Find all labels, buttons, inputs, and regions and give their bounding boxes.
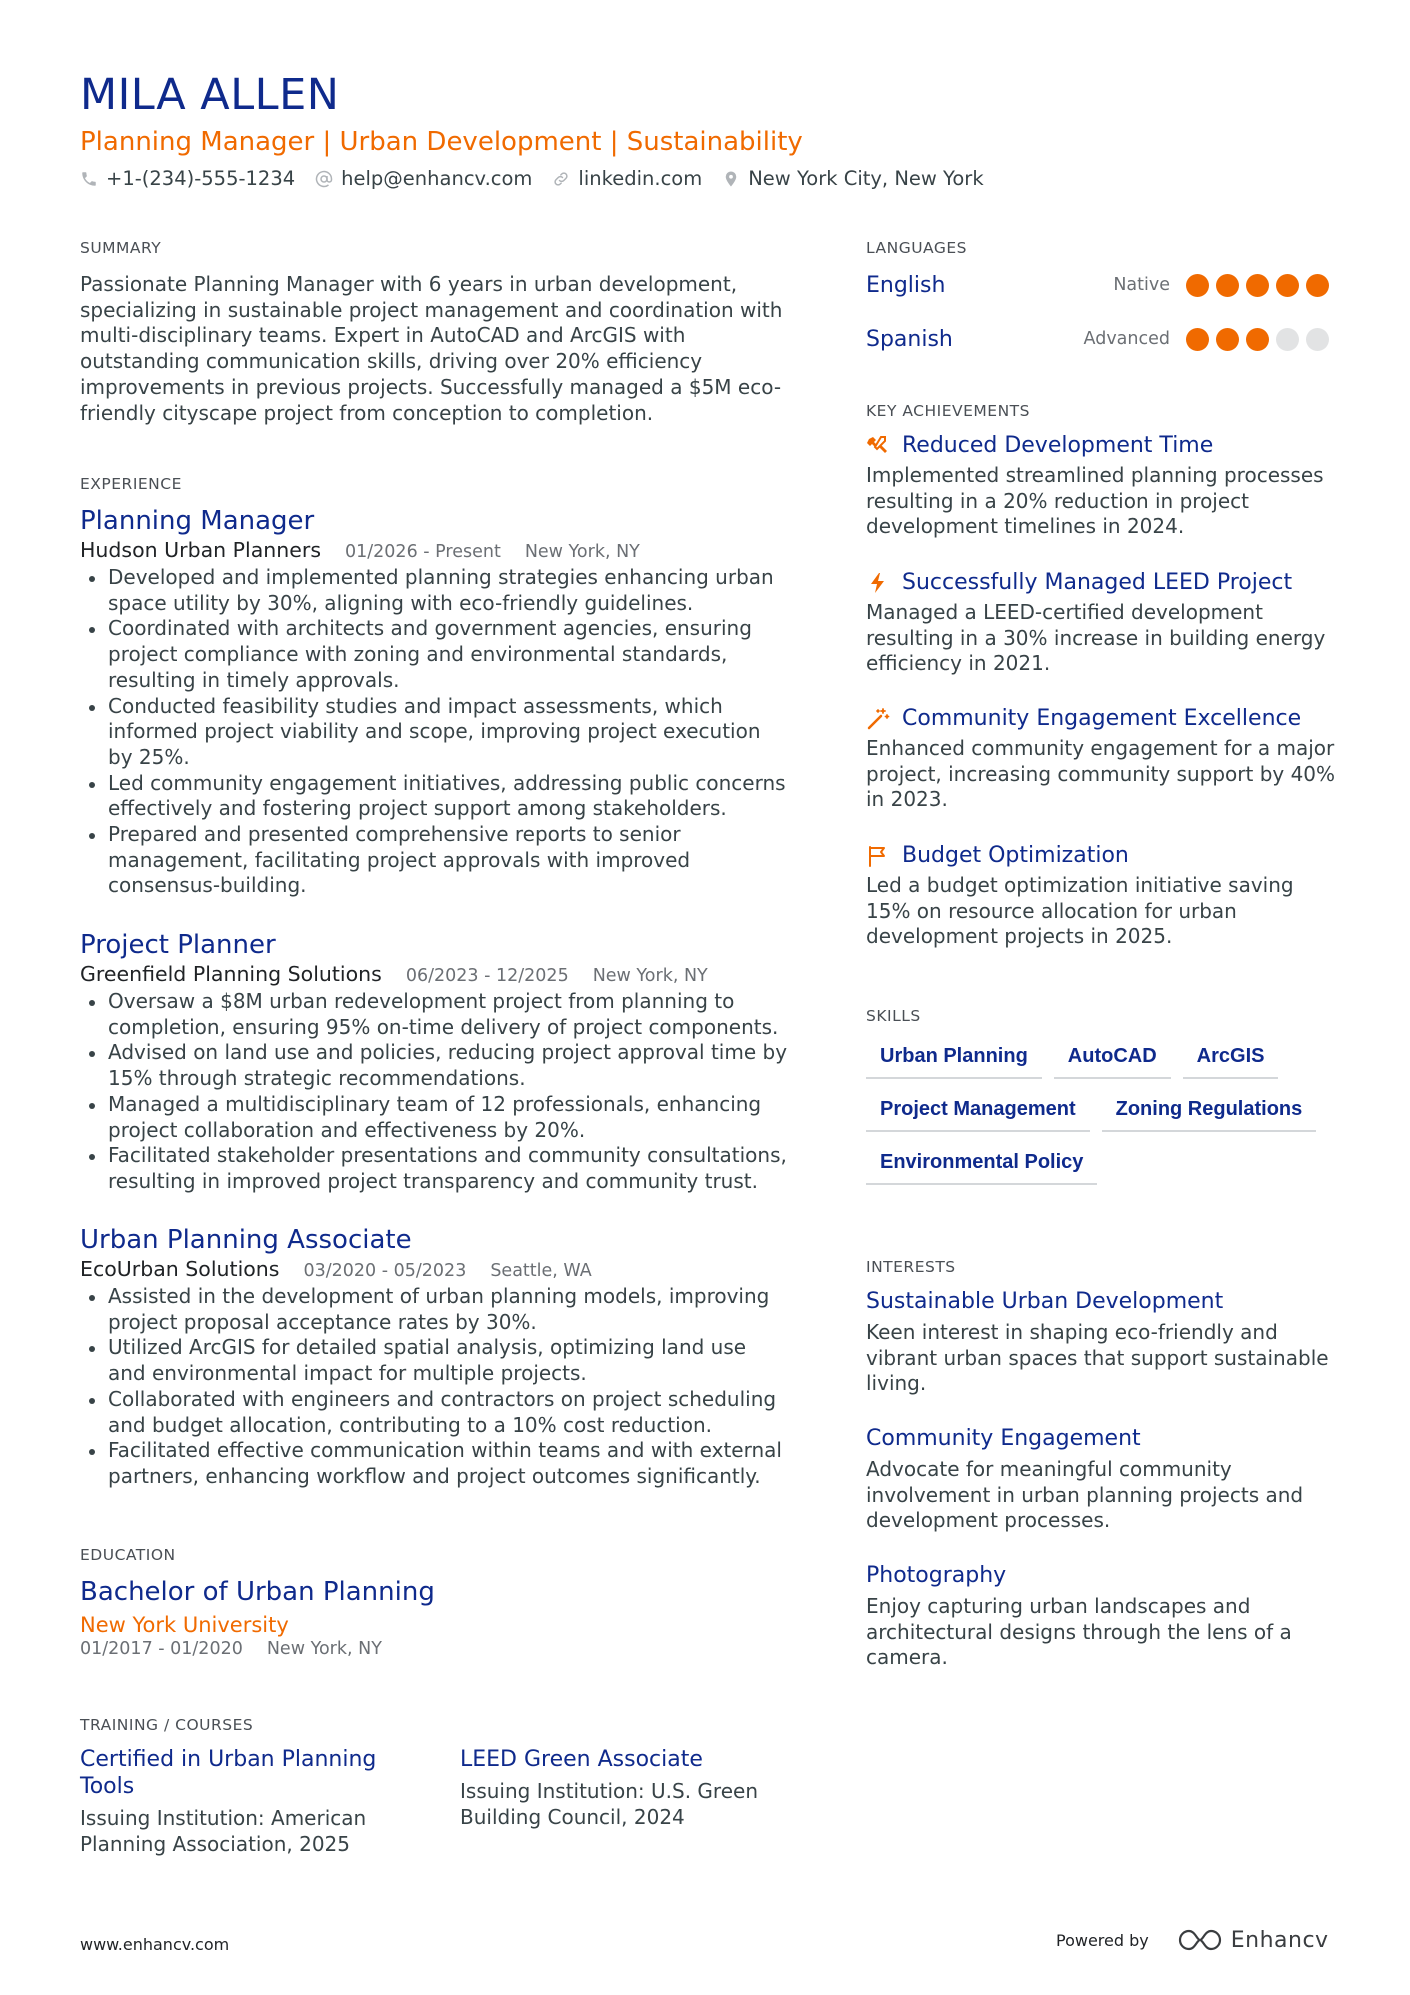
job-bullet: Facilitated effective communication within teams and with external partners, enhancing workflow and project outcomes significantly. [80, 1438, 790, 1489]
interest-desc: Keen interest in shaping eco-friendly and vibrant urban spaces that support sustainable living. [866, 1320, 1329, 1396]
job-bullet: Prepared and presented comprehensive reports to senior management, facilitating project approvals with improved consensus-building. [80, 822, 790, 899]
education-meta [80, 1639, 790, 1659]
achievement-desc: Implemented streamlined planning processes resulting in a 20% reduction in project development timelines in 2024. [866, 463, 1324, 539]
job-title: Project Planner [80, 930, 276, 960]
skill-tag: ArcGIS [1183, 1040, 1279, 1079]
training-desc: Issuing Institution: U.S. Green Building Council, 2024 [460, 1779, 758, 1829]
language-rating [1186, 274, 1336, 297]
job-entry [80, 1225, 790, 1490]
interest-title: Community Engagement [866, 1426, 1141, 1451]
job-bullet: Led community engagement initiatives, addressing public concerns effectively and fostering project support among stakeholders. [80, 771, 790, 822]
language-name: English [866, 272, 946, 298]
job-entry [80, 506, 790, 899]
achievement-desc: Enhanced community engagement for a major project, increasing community support by 40% in 2023. [866, 736, 1336, 812]
interest-title: Sustainable Urban Development [866, 1289, 1224, 1314]
achievement-header [866, 706, 1336, 731]
job-date: 01/2026 - Present [345, 542, 501, 562]
language-level: Advanced [1083, 329, 1170, 349]
contact-location-text: New York City, New York [748, 167, 984, 190]
skills-heading: SKILLS [866, 1007, 921, 1025]
contact-location [722, 167, 983, 190]
contact-email[interactable] [315, 167, 532, 190]
interest-item [866, 1563, 1336, 1671]
footer-website[interactable]: www.enhancv.com [80, 1935, 230, 1954]
interest-desc: Enjoy capturing urban landscapes and architectural designs through the lens of a camera. [866, 1594, 1292, 1670]
job-bullets [80, 1284, 790, 1490]
contact-phone[interactable] [80, 167, 295, 190]
job-bullets [80, 565, 790, 899]
link-icon [552, 170, 570, 188]
job-bullet: Assisted in the development of urban planning models, improving project proposal acceptance rates by 30%. [80, 1284, 790, 1335]
skill-tag: Zoning Regulations [1102, 1093, 1317, 1132]
education-entry [80, 1577, 790, 1659]
training-title: Certified in Urban Planning Tools [80, 1747, 377, 1799]
rating-dot-filled [1186, 274, 1209, 297]
achievement-header [866, 843, 1336, 868]
interests-heading: INTERESTS [866, 1258, 956, 1276]
brand-name: Enhancv [1230, 1927, 1329, 1953]
education-heading: EDUCATION [80, 1546, 176, 1564]
training-title: LEED Green Associate [460, 1747, 703, 1772]
achievements-heading: KEY ACHIEVEMENTS [866, 402, 1030, 420]
job-title: Planning Manager [80, 506, 315, 536]
interest-item [866, 1426, 1336, 1534]
education-school: New York University [80, 1613, 289, 1637]
skill-tag: Urban Planning [866, 1040, 1042, 1079]
contact-bar [80, 167, 1004, 190]
powered-by-label: Powered by [1056, 1930, 1149, 1950]
candidate-name: MILA ALLEN [80, 70, 340, 120]
skill-tag: Environmental Policy [866, 1146, 1097, 1185]
interest-title: Photography [866, 1563, 1007, 1588]
languages-heading: LANGUAGES [866, 239, 968, 257]
achievement-title: Community Engagement Excellence [902, 706, 1302, 731]
achievement-item [866, 843, 1336, 950]
language-level: Native [1113, 275, 1170, 295]
summary-text: Passionate Planning Manager with 6 years in urban development, specializing in sustainable project management and coordination with multi-disciplinary teams. Expert in AutoCAD and ArcGIS with outstanding communication skills, driving over 20% efficiency improvements in previous projects. Successfully managed a $5M eco-friendly cityscape project from conception to completion. [80, 272, 783, 425]
contact-linkedin-text: linkedin.com [578, 167, 703, 190]
achievement-header [866, 433, 1336, 458]
job-location: New York, NY [592, 966, 708, 986]
job-company: Hudson Urban Planners [80, 538, 321, 562]
training-desc: Issuing Institution: American Planning Association, 2025 [80, 1806, 367, 1856]
job-company: EcoUrban Solutions [80, 1257, 280, 1281]
job-bullet: Utilized ArcGIS for detailed spatial analysis, optimizing land use and environmental impact for multiple projects. [80, 1335, 790, 1386]
language-row [866, 270, 1336, 300]
rating-dot-filled [1306, 274, 1329, 297]
achievement-title: Successfully Managed LEED Project [902, 570, 1293, 595]
job-bullet: Oversaw a $8M urban redevelopment project from planning to completion, ensuring 95% on-time delivery of project components. [80, 989, 790, 1040]
magic-wand-icon [866, 707, 890, 731]
job-meta [80, 962, 790, 986]
job-location: Seattle, WA [490, 1261, 592, 1281]
job-bullet: Advised on land use and policies, reducing project approval time by 15% through strategic recommendations. [80, 1040, 790, 1091]
job-bullets [80, 989, 790, 1195]
language-rating [1186, 328, 1336, 351]
achievement-item [866, 706, 1336, 813]
skill-tag: AutoCAD [1054, 1040, 1171, 1079]
job-bullet: Managed a multidisciplinary team of 12 professionals, enhancing project collaboration and effectiveness by 20%. [80, 1092, 790, 1143]
education-degree: Bachelor of Urban Planning [80, 1577, 435, 1607]
contact-linkedin[interactable] [552, 167, 702, 190]
rating-dot-filled [1246, 328, 1269, 351]
achievement-desc: Managed a LEED-certified development resulting in a 30% increase in building energy efficiency in 2021. [866, 600, 1326, 676]
training-heading: TRAINING / COURSES [80, 1716, 254, 1734]
job-meta [80, 538, 790, 562]
job-company: Greenfield Planning Solutions [80, 962, 382, 986]
rating-dot-filled [1216, 274, 1239, 297]
rating-dot-filled [1186, 328, 1209, 351]
tools-icon [866, 434, 890, 458]
interest-item [866, 1289, 1336, 1397]
at-icon [315, 170, 333, 188]
training-item [460, 1746, 790, 1830]
achievement-header [866, 570, 1336, 595]
lightning-icon [866, 571, 890, 595]
interest-desc: Advocate for meaningful community involvement in urban planning projects and development processes. [866, 1457, 1304, 1533]
achievement-title: Reduced Development Time [902, 433, 1214, 458]
achievement-desc: Led a budget optimization initiative saving 15% on resource allocation for urban development projects in 2025. [866, 873, 1294, 949]
location-pin-icon [722, 170, 740, 188]
headline: Planning Manager | Urban Development | Sustainability [80, 127, 803, 157]
enhancv-logo-icon [1177, 1927, 1223, 1953]
rating-dot-empty [1276, 328, 1299, 351]
job-bullet: Collaborated with engineers and contractors on project scheduling and budget allocation, contributing to a 10% cost reduction. [80, 1387, 790, 1438]
phone-icon [80, 170, 98, 188]
job-bullet: Developed and implemented planning strategies enhancing urban space utility by 30%, aligning with eco-friendly guidelines. [80, 565, 790, 616]
rating-dot-filled [1216, 328, 1239, 351]
job-meta [80, 1257, 790, 1281]
job-title: Urban Planning Associate [80, 1225, 412, 1255]
job-bullet: Conducted feasibility studies and impact assessments, which informed project viability and scope, improving project execution by 25%. [80, 694, 790, 771]
skills-list [866, 1040, 1336, 1199]
contact-phone-text: +1-(234)-555-1234 [106, 167, 296, 190]
achievement-item [866, 570, 1336, 677]
contact-email-text: help@enhancv.com [341, 167, 533, 190]
language-row [866, 324, 1336, 354]
job-date: 06/2023 - 12/2025 [405, 966, 569, 986]
skill-tag: Project Management [866, 1093, 1090, 1132]
languages-list [866, 270, 1336, 354]
training-item [80, 1746, 410, 1857]
rating-dot-empty [1306, 328, 1329, 351]
job-date: 03/2020 - 05/2023 [303, 1261, 467, 1281]
rating-dot-filled [1276, 274, 1299, 297]
flag-icon [866, 844, 890, 868]
language-name: Spanish [866, 326, 953, 352]
job-bullet: Coordinated with architects and government agencies, ensuring project compliance with zoning and environmental standards, resulting in timely approvals. [80, 616, 790, 693]
job-bullet: Facilitated stakeholder presentations and community consultations, resulting in improved project transparency and community trust. [80, 1143, 790, 1194]
rating-dot-filled [1246, 274, 1269, 297]
summary-heading: SUMMARY [80, 239, 162, 257]
achievement-item [866, 433, 1336, 540]
job-location: New York, NY [524, 542, 640, 562]
education-date: 01/2017 - 01/2020 [80, 1639, 243, 1659]
experience-heading: EXPERIENCE [80, 475, 182, 493]
footer-branding[interactable] [1056, 1927, 1329, 1953]
achievement-title: Budget Optimization [902, 843, 1129, 868]
education-location: New York, NY [266, 1639, 382, 1659]
job-entry [80, 930, 790, 1195]
